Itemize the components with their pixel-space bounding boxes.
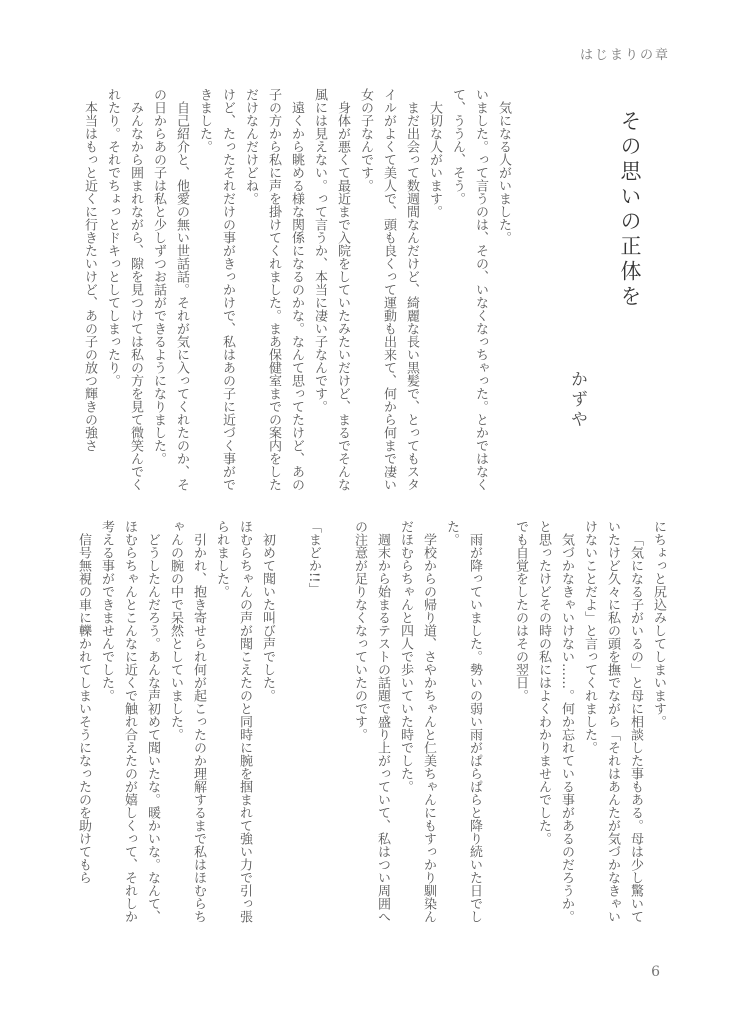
paragraph: みんなから囲まれながら、隙を見つけては私の方を見て微笑んでくれたり。それでちょっとドキっとしてしまったり。	[105, 88, 143, 491]
paragraph: 「気になる子がいるの」と母に相談した事もある。母は少し驚いていたけど久々に私の頭を撫でながら「それはあんたが気づかなきゃいけないことだよ」と言ってくれました。	[582, 520, 643, 923]
paragraph: 本当はもっと近くに行きたいけど、あの子の放つ輝きの強さ	[82, 101, 97, 452]
paragraph: けど、たったそれだけの事がきっかけで、私はあの子に近づく事ができました。	[197, 88, 235, 491]
body-text-top	[80, 88, 515, 498]
paragraph: 身体が悪くて最近まで入院をしていたみたいだけど、まるでそんな風には見えない。って言うか、本当に凄い子なんです。	[312, 88, 350, 491]
paragraph: 週末から始まるテストの話題で盛り上がっていて、私はつい周囲への注意が足りなくなっていたのです。	[352, 520, 390, 923]
paragraph: でも自覚をしたのはその翌日。	[513, 520, 528, 702]
paragraph: まだ出会って数週間なんだけど、綺麗な長い黒髪で、とってもスタイルがよくて美人で、頭も良くって運動も出来て、何から何まで凄い女の子なんです。	[358, 88, 419, 491]
paragraph: にちょっと尻込みしてしまいます。	[651, 520, 666, 728]
paragraph: ほむらちゃんの声が聞こえたのと同時に腕を掴まれて強い力で引っ張られました。	[214, 520, 252, 923]
paragraph: 大切な人がいます。	[427, 101, 442, 218]
paragraph: 雨が降っていました。勢いの弱い雨がぱらぱらと降り続いた日でした。	[444, 520, 482, 923]
paragraph: 初めて聞いた叫び声でした。	[260, 533, 275, 702]
paragraph: 気づかなきゃいけない……。何か忘れている事があるのだろうか。と思ったけどその時の私にはよくわかりませんでした。	[536, 520, 574, 923]
author-name: かずや	[567, 370, 587, 430]
paragraph: 学校からの帰り道、さやかちゃんと仁美ちゃんにもすっかり馴染んだほむらちゃんと四人で歩いていた時でした。	[398, 520, 436, 923]
paragraph: 気になる人がいました。	[496, 101, 511, 244]
body-text-bottom	[50, 520, 670, 930]
paragraph: 「まどか!!」	[306, 520, 321, 596]
paragraph: 信号無視の車に轢かれてしまいそうになったのを助けてもら	[76, 533, 91, 884]
running-header: はじまりの章	[579, 48, 670, 63]
page-number: 6	[651, 964, 660, 980]
paragraph: 自己紹介と、他愛の無い世話話。それが気に入ってくれたのか、その日からあの子は私と少しずつお話ができるようになりました。	[151, 88, 189, 491]
paragraph: どうしたんだろう。あんな声初めて聞いたな。暖かいな。なんて、ほむらちゃんとこんなに近くで触れ合えたのが嬉しくって、それしか考える事ができませんでした。	[99, 520, 160, 923]
paragraph: 引かれ、抱き寄せられ何が起こったのか理解するまで私はほむらちゃんの腕の中で呆然としていました。	[168, 520, 206, 923]
paragraph: 遠くから眺める様な関係になるのかな。なんて思ってたけど、あの子の方から私に声を掛けてくれました。まあ保健室までの案内をしただけなんだけどね。	[243, 88, 304, 491]
paragraph: いました。って言うのは、その、いなくなっちゃった。とかではなくて、ううん、そう。	[450, 88, 488, 491]
story-title: その思いの正体を	[618, 110, 642, 310]
